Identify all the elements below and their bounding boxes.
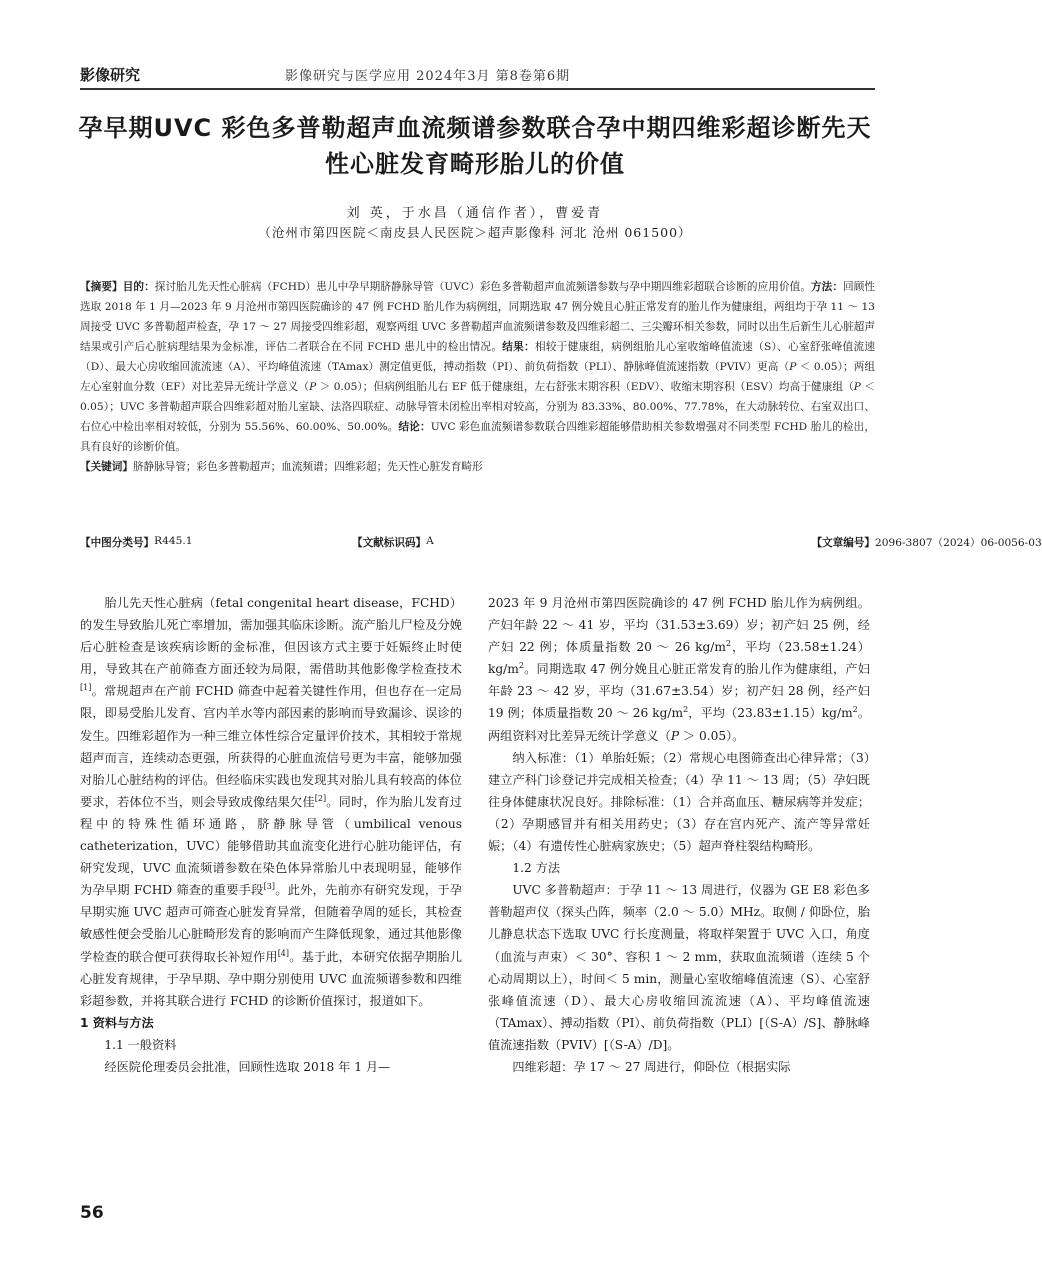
- subsection-heading: 1.1 一般资料: [104, 1037, 177, 1052]
- affiliation: （沧州市第四医院＜南皮县人民医院＞超声影像科 河北 沧州 061500）: [258, 225, 692, 240]
- objective-text: 探讨胎儿先天性心脏病（FCHD）患儿中孕早期脐静脉导管（UVC）彩色多普勒超声血流频谱参数与孕中期四维彩超联合诊断的应用价值。: [154, 281, 811, 293]
- abstract-label: 【摘要】: [80, 281, 123, 293]
- superscript: 2: [518, 661, 524, 671]
- journal-info: 影像研究与医学应用 2024年3月 第8卷第6期: [285, 69, 571, 84]
- text: 。基于此，本研究依据孕期胎儿心脏发育规律，于孕早期、孕中期分别使用 UVC 血流频谱参数和四维彩超参数，并将其联合进行 FCHD 的诊断价值探讨，报道如下。: [80, 949, 463, 1008]
- text: 。同时，作为胎儿发育过程中的特殊性循环通路，脐静脉导管（umbilical venous catheterization，UVC）能够借助其血流变化进行心脏功能评估，有研究发现，UVC 血流频谱参数在染色体异常胎儿中表现明显，能够作为孕早期 FCHD 筛查的重要手段: [80, 794, 463, 898]
- text: 。同期选取 47 例分娩且心脏正常发育的胎儿作为健康组，产妇年龄 23 ～ 42 岁，平均（31.67±3.54）岁；初产妇 28 例，经产妇 19 例；体质量指数 20 ～ 26 kg/m: [488, 662, 870, 721]
- document-code: [352, 535, 434, 550]
- abstract: [80, 277, 875, 477]
- paragraph: UVC 多普勒超声：于孕 11 ～ 13 周进行，仪器为 GE E8 彩色多普勒超声仪（探头凸阵，频率（2.0 ～ 5.0）MHz。取侧 / 仰卧位，胎儿静息状态下选取 UVC 行长度测量，将取样架置于 UVC 入口，角度（血流与声束）＜ 30°、容积 1 ～ 2 mm，获取血流频谱（连续 5 个心动周期以上），时间＜ 5 min，测量心室收缩峰值流速（S）、心室舒张峰值流速（D）、最大心房收缩回流流速（A）、平均峰值流速（TAmax）、搏动指数（PI）、前负荷指数（PLI）[（S-A）/S]、静脉峰值流速指数（PVIV）[（S-A）/D]。: [488, 883, 870, 1052]
- keywords-label: 【关键词】: [80, 461, 133, 473]
- paragraph: [80, 592, 462, 1012]
- results-text: ＜ 0.05）；两组左心室射血分数（EF）对比差异无统计学意义（: [80, 361, 875, 393]
- citation: [2]: [314, 793, 327, 803]
- body-column-left: [80, 592, 462, 1078]
- paragraph: 纳入标准：（1）单胎妊娠；（2）常规心电图筛查出心律异常；（3）建立产科门诊登记并完成相关检查；（4）孕 11 ～ 13 周；（5）孕妇既往身体健康状况良好。排除标准：（1）合并高血压、糖尿病等并发症；（2）孕期感冒并有相关用药史；（3）存在宫内死产、流产等异常妊娠；（4）有遗传性心脏病家族史；（5）超声脊柱裂结构畸形。: [488, 750, 870, 854]
- clc-value: R445.1: [154, 535, 193, 547]
- objective-label: 目的：: [122, 281, 155, 293]
- p-symbol: P: [789, 361, 797, 373]
- doc-value: A: [426, 535, 434, 547]
- methods-label: 方法：: [811, 281, 844, 293]
- paragraph: [488, 592, 870, 747]
- superscript: 2: [683, 705, 689, 715]
- text: 。此外，先前亦有研究发现，于孕早期实施 UVC 超声可筛查心脏发育异常，但随着孕周的延长，其检查敏感性便会受胎儿心脏畸形发育的影响而产生降低现象，通过其他影像学检查的联合便可获得取长补短作用: [80, 883, 462, 964]
- citation: [3]: [263, 882, 275, 892]
- text: ＞ 0.05）。: [679, 728, 745, 743]
- running-header: [80, 62, 875, 90]
- text: 。两组资料对比差异无统计学意义（: [488, 706, 871, 743]
- keywords-text: 脐静脉导管；彩色多普勒超声；血流频谱；四维彩超；先天性心脏发育畸形: [132, 461, 483, 473]
- classification-line: [80, 535, 1042, 555]
- page-number: 56: [80, 1203, 104, 1223]
- subsection-heading: 1.2 方法: [512, 861, 561, 876]
- article-label: 【文章编号】: [811, 537, 875, 549]
- article-value: 2096-3807（2024）06-0056-03: [875, 537, 1042, 549]
- text: 2023 年 9 月沧州市第四医院确诊的 47 例 FCHD 胎儿作为病例组。产妇年龄 22 ～ 41 岁，平均（31.53±3.69）岁；初产妇 25 例，经产妇 22 例；体质量指数 20 ～ 26 kg/m: [488, 596, 870, 655]
- p-symbol: P: [853, 381, 861, 393]
- clc-code: [80, 535, 193, 550]
- results-text: ＞ 0.05）；但病例组胎儿右 EF 低于健康组，左右舒张末期容积（EDV）、收缩末期容积（ESV）均高于健康组（: [316, 381, 854, 393]
- article-number: [811, 535, 1042, 550]
- citation: [1]: [80, 683, 92, 693]
- text: 。常规超声在产前 FCHD 筛查中起着关键性作用，但也存在一定局限，即易受胎儿发育、宫内羊水等内部因素的影响而导致漏诊、误诊的发生。四维彩超作为一种三维立体性综合定量评价技术，其相较于常规超声而言，连续动态更强，所获得的心脏血流信号更为丰富，能够加强对胎儿心脏结构的评估。但经临床实践也发现其对胎儿具有较高的体位要求，若体位不当，则会导致成像结果欠佳: [80, 684, 462, 809]
- authors: 刘 英，于水昌（通信作者），曹爱青: [346, 206, 604, 221]
- section-heading: 1 资料与方法: [80, 1015, 154, 1030]
- conclusion-label: 结论：: [398, 421, 431, 433]
- article-title: 孕早期UVC 彩色多普勒超声血流频谱参数联合孕中期四维彩超诊断先天性心脏发育畸形胎儿的价值: [78, 114, 872, 178]
- conclusion-text: UVC 彩色血流频谱参数联合四维彩超能够借助相关参数增强对不同类型 FCHD 胎儿的检出，具有良好的诊断价值。: [80, 421, 875, 453]
- methods-text: 回顾性选取 2018 年 1 月—2023 年 9 月沧州市第四医院确诊的 47 例 FCHD 胎儿作为病例组，同期选取 47 例分娩且心脏正常发育的胎儿作为健康组，两组均于孕 11 ～ 13 周接受 UVC 多普勒超声检查，孕 17 ～ 27 周接受四维彩超，观察两组 UVC 多普勒超声血流频谱参数及四维彩超二、三尖瓣环相关参数，同时以出生后新生儿心脏超声结果或引产后心脏病理结果为金标准，评估二者联合在不同 FCHD 患儿中的检出情况。: [80, 281, 876, 353]
- clc-label: 【中图分类号】: [80, 537, 155, 549]
- p-symbol: P: [670, 728, 680, 743]
- body-column-right: [488, 592, 870, 1078]
- paragraph: 经医院伦理委员会批准，回顾性选取 2018 年 1 月—: [104, 1059, 391, 1074]
- doc-label: 【文献标识码】: [352, 537, 427, 549]
- text: 胎儿先天性心脏病（fetal congenital heart disease，FCHD）的发生导致胎儿死亡率增加，需加强其临床诊断。流产胎儿尸检及分娩后心脏检查是该疾病诊断的金标准，但因该方式主要于妊娠终止时使用，导致其在产前筛查方面还较为局限，需借助其他影像学检查技术: [80, 596, 462, 677]
- results-label: 结果：: [502, 341, 535, 353]
- paragraph: 四维彩超：孕 17 ～ 27 周进行，仰卧位（根据实际: [512, 1059, 791, 1074]
- citation: [4]: [277, 948, 290, 958]
- p-symbol: P: [309, 381, 317, 393]
- results-text: ＜ 0.05）；UVC 多普勒超声联合四维彩超对胎儿室缺、法洛四联症、动脉导管未闭检出率相对较高，分别为 83.33%、80.00%、77.78%，在大动脉转位、右室双出口、右位心中检出率相对较低，分别为 55.56%、60.00%、50.00%。: [80, 381, 875, 433]
- superscript: 2: [725, 639, 732, 649]
- superscript: 2: [852, 705, 858, 715]
- results-text: 相较于健康组，病例组胎儿心室收缩峰值流速（S）、心室舒张峰值流速（D）、最大心房收缩回流流速（A）、平均峰值流速（TAmax）测定值更低，搏动指数（PI）、前负荷指数（PLI）、静脉峰值流速指数（PVIV）更高（: [80, 341, 875, 373]
- text: ，平均（23.58±1.24）kg/m: [488, 640, 870, 677]
- text: ，平均（23.83±1.15）kg/m: [688, 706, 853, 721]
- section-label: 影像研究: [80, 66, 141, 84]
